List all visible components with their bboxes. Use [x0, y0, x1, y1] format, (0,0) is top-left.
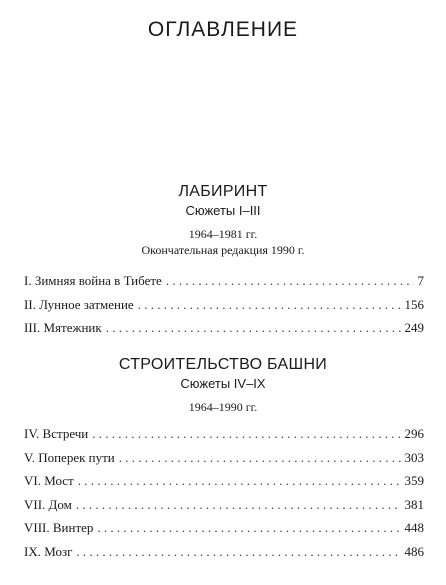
part-edition: Окончательная редакция 1990 г. [141, 243, 305, 257]
dot-leader [166, 272, 414, 289]
toc-entry-page: 381 [404, 496, 424, 512]
toc-entry-title: VI. Мост [24, 473, 74, 488]
part-dates: 1964–1990 гг. [188, 400, 258, 414]
part-labyrinth [0, 182, 446, 343]
toc-entry-title: VIII. Винтер [24, 520, 94, 535]
toc-entry[interactable] [24, 449, 424, 473]
toc-entry-page: 296 [404, 426, 424, 441]
toc-entry-title: IX. Мозг [24, 543, 73, 559]
dot-leader [97, 519, 400, 536]
dot-leader [106, 319, 401, 336]
part-title: ЛАБИРИНТ [178, 183, 268, 200]
toc-entry-title: III. Мятежник [24, 320, 102, 335]
toc-entry-page: 486 [404, 543, 424, 559]
toc-entry-title: V. Поперек пути [24, 449, 115, 465]
toc-entry-title: IV. Встречи [24, 426, 89, 441]
toc-entry[interactable] [24, 543, 424, 567]
toc-entry-page: 7 [417, 273, 424, 288]
toc-list [0, 425, 446, 566]
toc-entry[interactable] [24, 496, 424, 520]
part-dates: 1964–1981 гг. [188, 227, 258, 241]
toc-entry-page: 303 [404, 449, 424, 465]
dot-leader [92, 425, 400, 442]
dot-leader [76, 496, 401, 513]
toc-entry-title: II. Лунное затмение [24, 296, 134, 312]
toc-entry[interactable] [24, 425, 424, 449]
part-subtitle: Сюжеты I–III [185, 203, 261, 218]
toc-entry-page: 359 [404, 473, 424, 488]
toc-entry[interactable] [24, 319, 424, 343]
toc-entry[interactable] [24, 272, 424, 296]
dot-leader [138, 296, 401, 313]
toc-entry[interactable] [24, 519, 424, 543]
dot-leader [119, 449, 401, 466]
dot-leader [76, 543, 400, 560]
part-tower-building [0, 355, 446, 566]
page-title: ОГЛАВЛЕНИЕ [147, 18, 299, 41]
toc-list [0, 272, 446, 343]
toc-entry[interactable] [24, 472, 424, 496]
part-title: СТРОИТЕЛЬСТВО БАШНИ [118, 356, 328, 373]
toc-entry-title: I. Зимняя война в Тибете [24, 273, 162, 288]
dot-leader [78, 472, 401, 489]
toc-entry-title: VII. Дом [24, 496, 72, 512]
toc-entry-page: 156 [404, 296, 424, 312]
toc-entry-page: 249 [404, 320, 424, 335]
toc-entry-page: 448 [404, 520, 424, 535]
part-subtitle: Сюжеты IV–IX [180, 376, 266, 391]
toc-entry[interactable] [24, 296, 424, 320]
